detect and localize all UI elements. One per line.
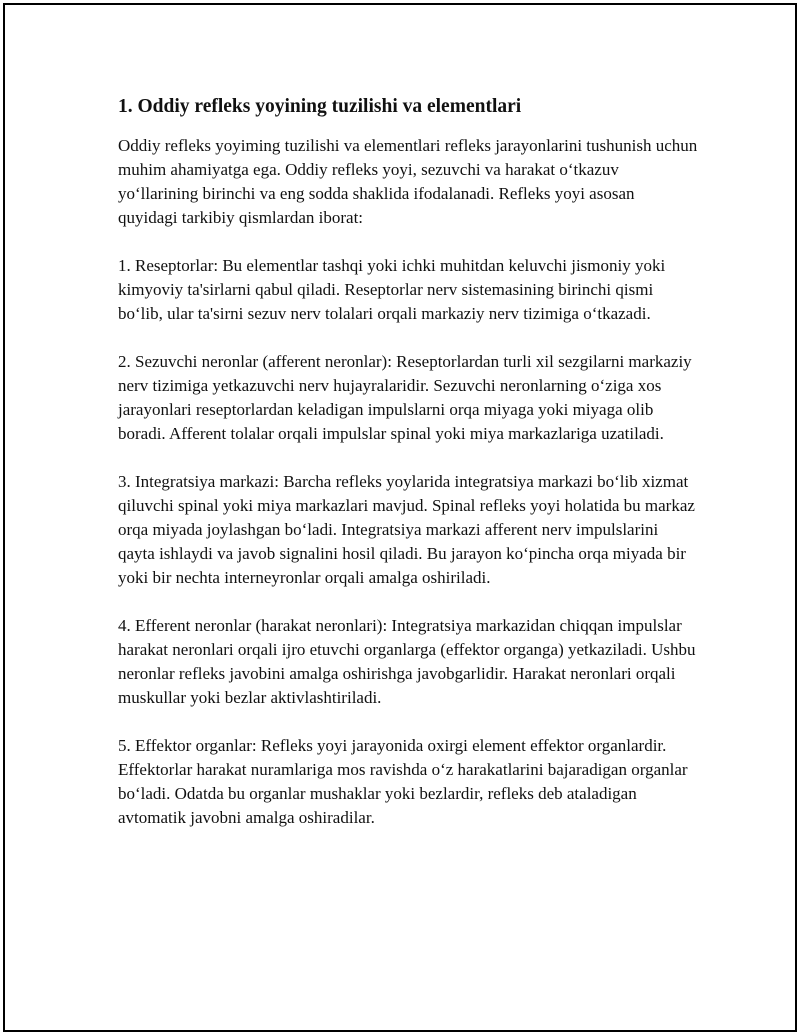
receptors-paragraph: 1. Reseptorlar: Bu elementlar tashqi yoki ichki muhitdan keluvchi jismoniy yoki kimyoviy ta'sirlarni qabul qiladi. Reseptorlar nerv sistemasining birinchi qismi bo‘lib, ular ta'sirni sezuv nerv tolalari orqali markaziy nerv tizimiga o‘tkazadi. <box>118 256 666 323</box>
section-title: 1. Oddiy refleks yoyining tuzilishi va elementlari <box>118 96 522 117</box>
integration-center-paragraph: 3. Integratsiya markazi: Barcha refleks yoylarida integratsiya markazi bo‘lib xizmat qiluvchi spinal yoki miya markazlari mavjud. Spinal refleks yoyi holatida bu markaz orqa miyada joylashgan bo‘ladi. Integratsiya markazi afferent nerv impulslarini qayta ishlaydi va javob signalini hosil qiladi. Bu jarayon ko‘pincha orqa miyada bir yoki bir nechta interneyronlar orqali amalga oshiriladi. <box>118 472 695 587</box>
intro-paragraph: Oddiy refleks yoyiming tuzilishi va elementlari refleks jarayonlarini tushunish uchun muhim ahamiyatga ega. Oddiy refleks yoyi, sezuvchi va harakat o‘tkazuv yo‘llarining birinchi va eng sodda shaklida ifodalanadi. Refleks yoyi asosan quyidagi tarkibiy qismlardan iborat: <box>118 136 698 227</box>
document-body <box>118 92 698 854</box>
afferent-neurons-paragraph: 2. Sezuvchi neronlar (afferent neronlar): Reseptorlardan turli xil sezgilarni markaziy nerv tizimiga yetkazuvchi nerv hujayralaridir. Sezuvchi neronlarning o‘ziga xos jarayonlari reseptorlardan keladigan impulslarni orqa miyaga yoki miyaga olib boradi. Afferent tolalar orqali impulslar spinal yoki miya markazlariga uzatiladi. <box>118 352 692 443</box>
efferent-neurons-paragraph: 4. Efferent neronlar (harakat neronlari): Integratsiya markazidan chiqqan impulslar harakat neronlari orqali ijro etuvchi organlarga (effektor organga) yetkaziladi. Ushbu neronlar refleks javobini amalga oshirishga javobgarlidir. Harakat neronlari orqali muskullar yoki bezlar aktivlashtiriladi. <box>118 616 696 707</box>
effector-organs-paragraph: 5. Effektor organlar: Refleks yoyi jarayonida oxirgi element effektor organlardir. Effektorlar harakat nuramlariga mos ravishda o‘z harakatlarini bajaradigan organlar bo‘ladi. Odatda bu organlar mushaklar yoki bezlardir, refleks deb ataladigan avtomatik javobni amalga oshiradilar. <box>118 736 688 827</box>
